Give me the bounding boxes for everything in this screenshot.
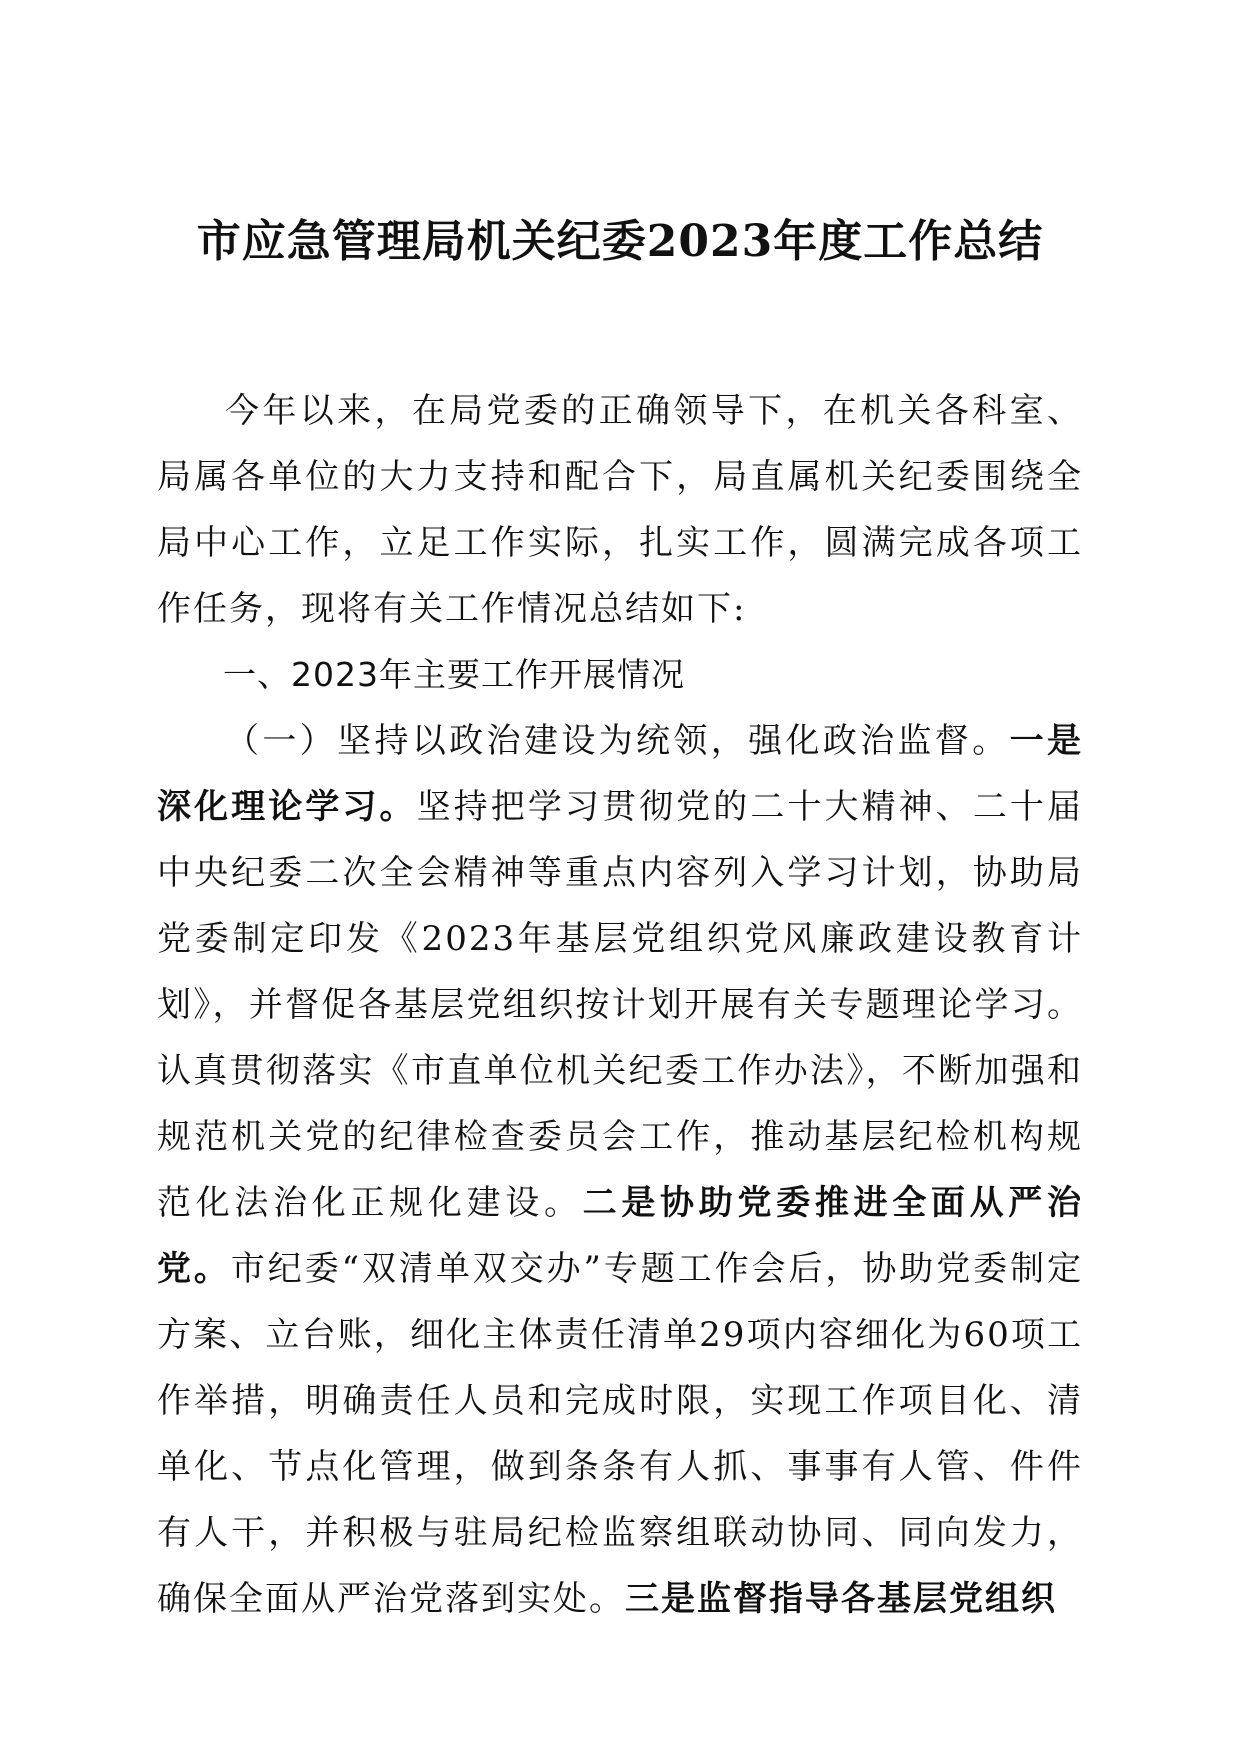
section-heading: 一、2023年主要工作开展情况 bbox=[223, 655, 685, 694]
point3-title: 三是监督指导各基层党组织 bbox=[625, 1579, 1057, 1619]
subsection-paragraph bbox=[157, 708, 1083, 1632]
point2-title: 二是协助党委推进全面从严治党。 bbox=[157, 1183, 1084, 1289]
point2-text: 市纪委“双清单双交办”专题工作会后，协助党委制定方案、立台账，细化主体责任清单29项内容细化为60项工作举措，明确责任人员和完成时限，实现工作项目化、清单化、节点化管理，做到条条有人抓、事事有人管、件件有人干，并积极与驻局纪检监察组联动协同、同向发力，确保全面从严治党落到实处。 bbox=[157, 1249, 1083, 1619]
point1-text: 坚持把学习贯彻党的二十大精神、二十届中央纪委二次全会精神等重点内容列入学习计划，协助局党委制定印发《2023年基层党组织党风廉政建设教育计划》，并督促各基层党组织按计划开展有关专题理论学习。认真贯彻落实《市直单位机关纪委工作办法》，不断加强和规范机关党的纪律检查委员会工作，推动基层纪检机构规范化法治化正规化建设。 bbox=[157, 787, 1084, 1223]
document-title: 市应急管理局机关纪委2023年度工作总结 bbox=[196, 216, 1044, 267]
subsection-label: （一）坚持以政治建设为统领，强化政治监督。 bbox=[225, 721, 1010, 761]
point1-title: 一是深化理论学习。 bbox=[157, 721, 1084, 827]
document-body bbox=[157, 378, 1083, 1632]
intro-paragraph: 今年以来，在局党委的正确领导下，在机关各科室、局属各单位的大力支持和配合下，局直属机关纪委围绕全局中心工作，立足工作实际，扎实工作，圆满完成各项工作任务，现将有关工作情况总结如下: bbox=[157, 391, 1083, 629]
